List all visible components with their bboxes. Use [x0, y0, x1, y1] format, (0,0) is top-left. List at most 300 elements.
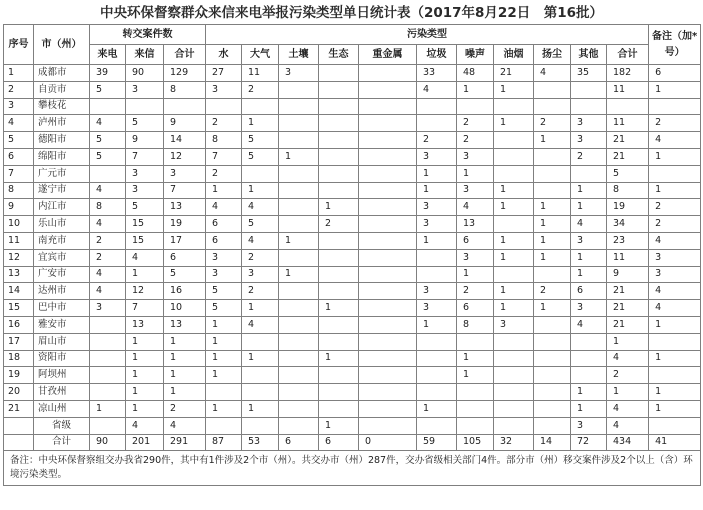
row-seq: 1 — [4, 65, 34, 82]
row-city: 内江市 — [34, 199, 90, 216]
table-cell: 59 — [417, 434, 457, 451]
table-cell — [534, 316, 571, 333]
table-cell — [164, 98, 206, 115]
table-cell — [457, 333, 494, 350]
table-cell: 8 — [607, 182, 649, 199]
table-cell: 1 — [534, 132, 571, 149]
table-cell — [126, 98, 164, 115]
row-city: 攀枝花 — [34, 98, 90, 115]
table-cell — [319, 283, 359, 300]
table-cell: 3 — [126, 81, 164, 98]
table-cell: 15 — [126, 232, 164, 249]
table-cell: 2 — [319, 216, 359, 233]
table-cell — [319, 316, 359, 333]
table-cell — [90, 367, 126, 384]
row-city: 达州市 — [34, 283, 90, 300]
table-cell: 11 — [607, 81, 649, 98]
table-cell: 291 — [164, 434, 206, 451]
table-cell: 3 — [571, 232, 607, 249]
table-cell — [279, 283, 319, 300]
table-row — [4, 400, 701, 417]
table-cell: 7 — [164, 182, 206, 199]
table-cell — [359, 384, 417, 401]
table-cell: 72 — [571, 434, 607, 451]
row-city: 绵阳市 — [34, 148, 90, 165]
table-cell: 1 — [571, 199, 607, 216]
table-cell: 105 — [457, 434, 494, 451]
table-cell: 2 — [457, 283, 494, 300]
row-seq: 15 — [4, 300, 34, 317]
table-cell: 1 — [164, 350, 206, 367]
table-cell: 129 — [164, 65, 206, 82]
table-cell — [534, 165, 571, 182]
table-cell: 1 — [457, 81, 494, 98]
header-transfer-col: 来电 — [90, 45, 126, 65]
table-cell — [90, 350, 126, 367]
table-cell: 4 — [649, 283, 701, 300]
table-cell: 6 — [164, 249, 206, 266]
table-cell: 1 — [417, 400, 457, 417]
table-cell: 1 — [126, 367, 164, 384]
table-cell: 21 — [494, 65, 534, 82]
table-cell: 11 — [607, 115, 649, 132]
table-cell: 4 — [242, 316, 279, 333]
table-cell: 1 — [126, 384, 164, 401]
table-cell — [359, 417, 417, 434]
table-cell: 2 — [457, 115, 494, 132]
table-cell: 12 — [126, 283, 164, 300]
table-cell — [359, 333, 417, 350]
table-cell — [242, 98, 279, 115]
table-cell — [494, 132, 534, 149]
table-cell — [534, 182, 571, 199]
table-cell: 3 — [90, 300, 126, 317]
table-cell: 1 — [126, 266, 164, 283]
row-city: 乐山市 — [34, 216, 90, 233]
table-cell — [319, 182, 359, 199]
table-row — [4, 182, 701, 199]
table-cell — [206, 98, 242, 115]
table-cell: 4 — [90, 283, 126, 300]
table-cell: 4 — [206, 199, 242, 216]
header-pollution-col: 土壤 — [279, 45, 319, 65]
table-cell — [319, 81, 359, 98]
table-cell: 90 — [126, 65, 164, 82]
table-cell: 90 — [90, 434, 126, 451]
table-cell: 1 — [206, 400, 242, 417]
table-cell — [359, 400, 417, 417]
table-cell: 1 — [494, 283, 534, 300]
table-cell — [279, 98, 319, 115]
header-remark: 备注（加*号） — [649, 25, 701, 65]
table-cell: 1 — [242, 400, 279, 417]
table-row — [4, 333, 701, 350]
table-cell: 9 — [164, 115, 206, 132]
table-cell: 2 — [90, 249, 126, 266]
table-row — [4, 350, 701, 367]
table-cell — [279, 249, 319, 266]
table-cell: 14 — [534, 434, 571, 451]
row-city: 合计 — [34, 434, 90, 451]
table-row — [4, 232, 701, 249]
table-cell: 5 — [242, 216, 279, 233]
table-cell: 1 — [417, 232, 457, 249]
table-cell: 1 — [494, 115, 534, 132]
table-cell: 1 — [534, 300, 571, 317]
table-cell — [571, 81, 607, 98]
table-cell: 53 — [242, 434, 279, 451]
table-cell — [534, 384, 571, 401]
header-pollution-col: 重金属 — [359, 45, 417, 65]
table-cell — [319, 65, 359, 82]
table-cell — [319, 132, 359, 149]
table-cell — [359, 182, 417, 199]
footnote: 备注：中央环保督察组交办我省290件，其中有1件涉及2个市（州）。共交办市（州）287件，交办省级相关部门4件。部分市（州）移交案件涉及2个以上（含）环境污染类型。 — [4, 451, 701, 486]
table-cell: 2 — [242, 81, 279, 98]
statistics-table — [3, 24, 701, 486]
table-cell — [571, 333, 607, 350]
table-cell — [359, 283, 417, 300]
table-cell: 2 — [649, 216, 701, 233]
table-cell: 4 — [126, 249, 164, 266]
table-cell: 19 — [607, 199, 649, 216]
row-seq: 8 — [4, 182, 34, 199]
table-cell: 1 — [457, 367, 494, 384]
table-cell — [279, 81, 319, 98]
header-pollution-col: 合计 — [607, 45, 649, 65]
table-cell: 16 — [164, 283, 206, 300]
table-cell: 1 — [319, 417, 359, 434]
table-cell: 11 — [607, 249, 649, 266]
row-seq: 9 — [4, 199, 34, 216]
table-cell — [319, 333, 359, 350]
table-cell: 3 — [417, 199, 457, 216]
table-cell: 1 — [242, 182, 279, 199]
table-cell: 1 — [126, 350, 164, 367]
table-cell: 1 — [571, 249, 607, 266]
table-cell — [457, 98, 494, 115]
table-cell — [649, 417, 701, 434]
table-cell: 1 — [607, 333, 649, 350]
table-cell: 4 — [126, 417, 164, 434]
table-cell: 27 — [206, 65, 242, 82]
table-cell: 87 — [206, 434, 242, 451]
table-cell: 21 — [607, 148, 649, 165]
table-cell — [571, 367, 607, 384]
table-cell: 15 — [126, 216, 164, 233]
table-cell: 1 — [242, 300, 279, 317]
table-cell: 4 — [90, 182, 126, 199]
table-cell — [206, 384, 242, 401]
table-cell: 5 — [90, 81, 126, 98]
table-cell — [494, 384, 534, 401]
table-cell — [649, 333, 701, 350]
row-seq — [4, 417, 34, 434]
table-cell: 6 — [206, 216, 242, 233]
table-cell: 7 — [126, 148, 164, 165]
table-cell: 4 — [649, 300, 701, 317]
table-cell: 11 — [242, 65, 279, 82]
header-seq: 序号 — [4, 25, 34, 65]
table-cell: 3 — [457, 249, 494, 266]
table-cell: 4 — [607, 350, 649, 367]
table-cell — [534, 266, 571, 283]
header-pollution-col: 大气 — [242, 45, 279, 65]
table-cell: 6 — [649, 65, 701, 82]
header-pollution-col: 生态 — [319, 45, 359, 65]
table-row — [4, 249, 701, 266]
table-cell: 14 — [164, 132, 206, 149]
row-seq: 3 — [4, 98, 34, 115]
table-cell: 1 — [494, 199, 534, 216]
table-cell: 4 — [164, 417, 206, 434]
table-cell: 1 — [494, 81, 534, 98]
table-cell: 4 — [649, 232, 701, 249]
row-city: 自贡市 — [34, 81, 90, 98]
table-cell: 3 — [571, 417, 607, 434]
table-cell — [90, 333, 126, 350]
table-cell: 21 — [607, 316, 649, 333]
table-cell: 3 — [206, 266, 242, 283]
table-cell — [359, 132, 417, 149]
table-cell — [279, 350, 319, 367]
table-cell: 21 — [607, 300, 649, 317]
table-cell — [359, 81, 417, 98]
table-cell: 1 — [279, 148, 319, 165]
table-cell — [534, 81, 571, 98]
table-cell: 4 — [649, 132, 701, 149]
table-cell: 1 — [534, 249, 571, 266]
table-cell — [417, 249, 457, 266]
table-cell: 1 — [571, 384, 607, 401]
table-row — [4, 384, 701, 401]
table-cell — [90, 165, 126, 182]
table-cell: 3 — [571, 300, 607, 317]
table-cell — [279, 300, 319, 317]
table-cell: 1 — [206, 333, 242, 350]
table-cell: 3 — [279, 65, 319, 82]
table-cell: 1 — [649, 182, 701, 199]
table-cell: 4 — [242, 199, 279, 216]
table-cell: 1 — [319, 350, 359, 367]
table-cell: 1 — [494, 232, 534, 249]
table-cell: 3 — [649, 249, 701, 266]
row-seq: 17 — [4, 333, 34, 350]
table-cell: 23 — [607, 232, 649, 249]
table-cell — [494, 417, 534, 434]
table-cell — [534, 417, 571, 434]
table-cell: 4 — [534, 65, 571, 82]
table-cell: 5 — [242, 148, 279, 165]
table-cell: 1 — [164, 384, 206, 401]
table-cell: 3 — [242, 266, 279, 283]
table-cell: 4 — [607, 400, 649, 417]
table-cell: 1 — [206, 367, 242, 384]
table-cell: 2 — [571, 148, 607, 165]
table-cell: 2 — [457, 132, 494, 149]
table-cell: 1 — [417, 165, 457, 182]
table-cell — [417, 98, 457, 115]
table-cell: 1 — [90, 400, 126, 417]
table-cell: 4 — [90, 216, 126, 233]
table-cell: 1 — [206, 182, 242, 199]
row-seq: 4 — [4, 115, 34, 132]
table-cell — [319, 148, 359, 165]
table-cell: 2 — [90, 232, 126, 249]
table-cell — [457, 417, 494, 434]
table-cell — [359, 232, 417, 249]
table-cell: 1 — [494, 300, 534, 317]
row-seq: 6 — [4, 148, 34, 165]
row-city: 广安市 — [34, 266, 90, 283]
table-cell: 1 — [571, 266, 607, 283]
header-pollution-group: 污染类型 — [206, 25, 649, 45]
table-cell — [359, 249, 417, 266]
row-city: 凉山州 — [34, 400, 90, 417]
row-city: 成都市 — [34, 65, 90, 82]
table-cell — [494, 98, 534, 115]
table-cell — [494, 216, 534, 233]
table-cell — [494, 350, 534, 367]
table-cell: 3 — [457, 148, 494, 165]
table-cell: 1 — [494, 182, 534, 199]
table-cell — [279, 367, 319, 384]
row-seq: 19 — [4, 367, 34, 384]
table-cell: 13 — [457, 216, 494, 233]
table-row — [4, 165, 701, 182]
table-cell — [242, 367, 279, 384]
table-cell — [279, 316, 319, 333]
table-cell: 3 — [126, 182, 164, 199]
table-cell — [242, 417, 279, 434]
table-cell: 2 — [242, 249, 279, 266]
table-cell — [571, 98, 607, 115]
row-city: 雅安市 — [34, 316, 90, 333]
table-row — [4, 266, 701, 283]
table-cell — [90, 384, 126, 401]
table-cell — [417, 384, 457, 401]
table-cell: 8 — [457, 316, 494, 333]
table-cell: 4 — [571, 316, 607, 333]
table-cell — [571, 165, 607, 182]
table-cell: 1 — [319, 300, 359, 317]
table-cell: 34 — [607, 216, 649, 233]
table-cell: 3 — [457, 182, 494, 199]
table-cell — [359, 115, 417, 132]
table-cell: 5 — [206, 300, 242, 317]
table-cell — [534, 148, 571, 165]
table-cell — [319, 98, 359, 115]
table-row — [4, 216, 701, 233]
table-cell: 5 — [607, 165, 649, 182]
table-cell: 1 — [126, 400, 164, 417]
table-cell: 1 — [417, 182, 457, 199]
table-cell — [417, 350, 457, 367]
table-cell: 6 — [457, 300, 494, 317]
table-cell: 41 — [649, 434, 701, 451]
table-cell: 2 — [534, 283, 571, 300]
table-cell: 7 — [206, 148, 242, 165]
table-cell — [279, 132, 319, 149]
table-cell: 5 — [126, 199, 164, 216]
row-city: 南充市 — [34, 232, 90, 249]
table-cell: 1 — [534, 232, 571, 249]
table-cell: 3 — [206, 249, 242, 266]
table-cell — [359, 216, 417, 233]
table-cell: 1 — [164, 367, 206, 384]
table-cell: 9 — [607, 266, 649, 283]
table-row — [4, 300, 701, 317]
table-row — [4, 199, 701, 216]
table-cell — [534, 350, 571, 367]
table-cell — [359, 199, 417, 216]
table-row — [4, 132, 701, 149]
table-cell — [359, 165, 417, 182]
table-cell — [607, 98, 649, 115]
table-cell: 1 — [607, 384, 649, 401]
table-cell: 35 — [571, 65, 607, 82]
table-cell: 1 — [649, 316, 701, 333]
row-city: 宜宾市 — [34, 249, 90, 266]
row-city: 遂宁市 — [34, 182, 90, 199]
table-cell — [279, 199, 319, 216]
table-cell: 3 — [571, 132, 607, 149]
table-cell: 1 — [457, 350, 494, 367]
table-cell — [649, 367, 701, 384]
table-cell: 6 — [319, 434, 359, 451]
table-cell — [319, 249, 359, 266]
row-city: 省级 — [34, 417, 90, 434]
table-cell: 33 — [417, 65, 457, 82]
table-cell: 9 — [126, 132, 164, 149]
table-cell — [242, 384, 279, 401]
table-cell: 2 — [242, 283, 279, 300]
table-cell: 0 — [359, 434, 417, 451]
table-cell: 4 — [571, 216, 607, 233]
row-city: 德阳市 — [34, 132, 90, 149]
table-cell — [494, 266, 534, 283]
table-cell — [319, 367, 359, 384]
table-cell — [359, 350, 417, 367]
table-cell: 5 — [242, 132, 279, 149]
table-cell — [417, 333, 457, 350]
table-cell: 3 — [417, 300, 457, 317]
row-city: 泸州市 — [34, 115, 90, 132]
table-cell — [279, 333, 319, 350]
table-cell — [534, 400, 571, 417]
table-row — [4, 98, 701, 115]
row-seq: 11 — [4, 232, 34, 249]
table-cell: 7 — [126, 300, 164, 317]
table-cell: 1 — [457, 266, 494, 283]
table-cell — [279, 115, 319, 132]
row-seq: 13 — [4, 266, 34, 283]
table-row — [4, 148, 701, 165]
table-cell — [319, 266, 359, 283]
table-cell: 3 — [417, 148, 457, 165]
table-cell: 3 — [494, 316, 534, 333]
table-cell — [359, 300, 417, 317]
row-seq: 2 — [4, 81, 34, 98]
table-cell: 13 — [164, 316, 206, 333]
row-seq: 10 — [4, 216, 34, 233]
row-seq: 21 — [4, 400, 34, 417]
table-cell — [534, 333, 571, 350]
table-cell: 5 — [164, 266, 206, 283]
header-transfer-col: 来信 — [126, 45, 164, 65]
table-cell: 182 — [607, 65, 649, 82]
table-cell: 1 — [649, 350, 701, 367]
